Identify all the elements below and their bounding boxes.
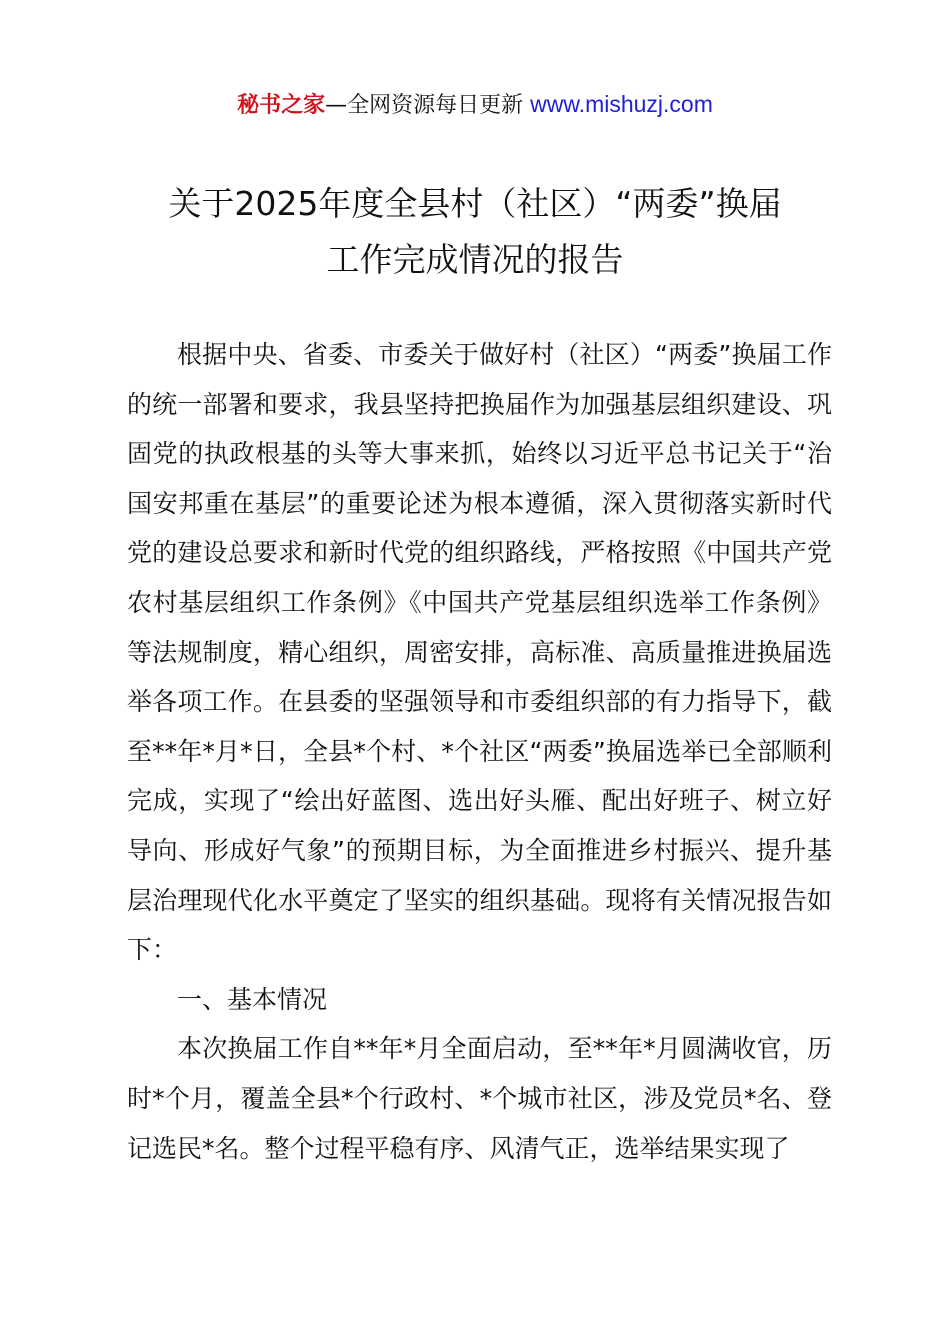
title-line-1: 关于2025年度全县村（社区）“两委”换届 bbox=[168, 184, 782, 223]
basic-situation-paragraph: 本次换届工作自**年*月全面启动，至**年*月圆满收官，历时*个月，覆盖全县*个行政村、*个城市社区，涉及党员*名、登记选民*名。整个过程平稳有序、风清气正，选举结果实现了 bbox=[127, 1034, 832, 1163]
intro-paragraph: 根据中央、省委、市委关于做好村（社区）“两委”换届工作的统一部署和要求，我县坚持把换届作为加强基层组织建设、巩固党的执政根基的头等大事来抓，始终以习近平总书记关于“治国安邦重在基层”的重要论述为根本遵循，深入贯彻落实新时代党的建设总要求和新时代党的组织路线，严格按照《中国共产党农村基层组织工作条例》《中国共产党基层组织选举工作条例》等法规制度，精心组织，周密安排，高标准、高质量推进换届选举各项工作。在县委的坚强领导和市委组织部的有力指导下，截至**年*月*日，全县*个村、*个社区“两委”换届选举已全部顺利完成，实现了“绘出好蓝图、选出好头雁、配出好班子、树立好导向、形成好气象”的预期目标，为全面推进乡村振兴、提升基层治理现代化水平奠定了坚实的组织基础。现将有关情况报告如下： bbox=[127, 340, 832, 965]
site-header bbox=[0, 86, 950, 124]
document-body bbox=[127, 330, 832, 1173]
header-tagline: —全网资源每日更新 bbox=[325, 93, 531, 118]
section-heading-basic-situation: 一、基本情况 bbox=[177, 984, 328, 1014]
site-url[interactable]: www.mishuzj.com bbox=[530, 91, 713, 117]
title-line-2: 工作完成情况的报告 bbox=[326, 240, 624, 279]
document-title bbox=[100, 176, 850, 288]
brand-name: 秘书之家 bbox=[237, 93, 326, 118]
